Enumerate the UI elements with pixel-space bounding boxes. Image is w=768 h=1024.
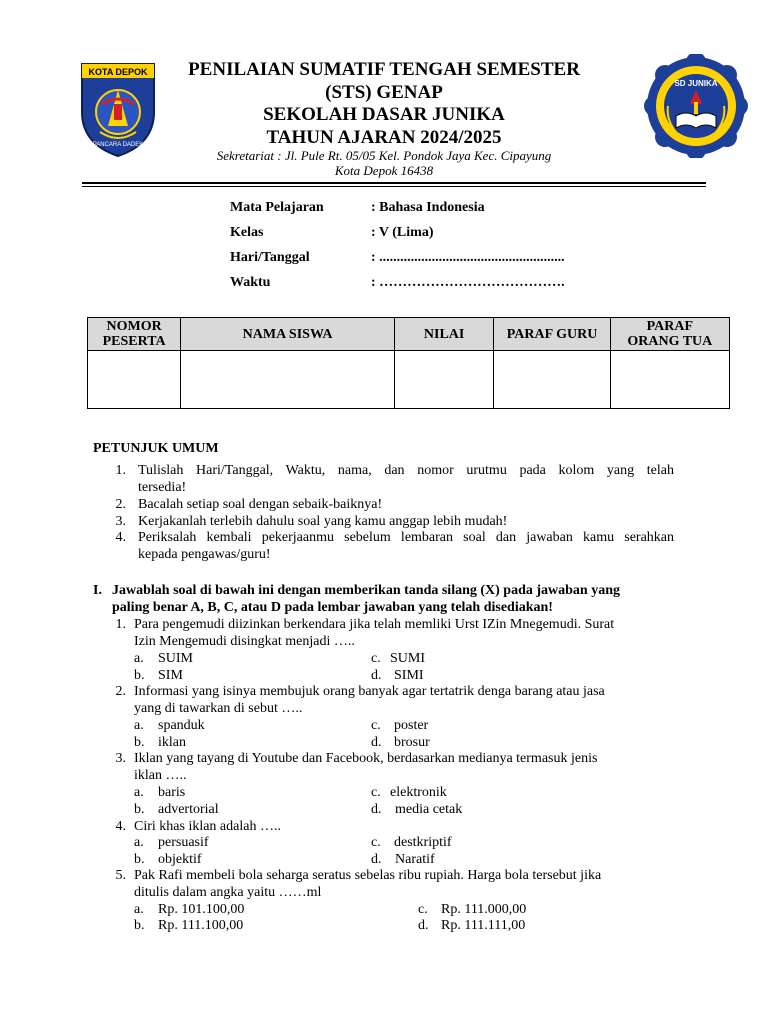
score-table-row bbox=[88, 351, 730, 409]
option-d[interactable] bbox=[418, 917, 526, 934]
instruction-number: 4. bbox=[115, 530, 126, 545]
option-c[interactable] bbox=[371, 717, 429, 734]
section-number: I. bbox=[93, 583, 102, 598]
cell-nomor-peserta[interactable] bbox=[88, 351, 181, 409]
option-c[interactable] bbox=[371, 834, 452, 851]
option-text: poster bbox=[394, 718, 429, 733]
question-text: Iklan yang tayang di Youtube dan Facebook, berdasarkan medianya termasuk jenis bbox=[134, 751, 598, 766]
option-a[interactable] bbox=[134, 784, 186, 801]
option-text: baris bbox=[158, 785, 186, 800]
subject-value: : Bahasa Indonesia bbox=[371, 200, 485, 215]
col-orang-tua-label: ORANG TUA bbox=[627, 334, 713, 349]
section-instruction-cont: paling benar A, B, C, atau D pada lembar jawaban yang telah disediakan! bbox=[112, 600, 553, 615]
question-number: 1. bbox=[115, 617, 126, 632]
instruction-text: Bacalah setiap soal dengan sebaik-baiknya! bbox=[138, 497, 383, 512]
option-text: objektif bbox=[158, 852, 202, 867]
option-letter: b. bbox=[134, 802, 145, 817]
class-value: : V (Lima) bbox=[371, 225, 434, 240]
question-number: 2. bbox=[115, 684, 126, 699]
instruction-item bbox=[110, 462, 674, 496]
option-a[interactable] bbox=[134, 901, 245, 918]
section-instruction: Jawablah soal di bawah ini dengan memberikan tanda silang (X) pada jawaban yang bbox=[112, 583, 621, 598]
col-paraf-label: PARAF bbox=[646, 319, 694, 334]
option-letter: c. bbox=[371, 835, 381, 850]
option-text: persuasif bbox=[158, 835, 209, 850]
option-letter: a. bbox=[134, 785, 144, 800]
option-text: spanduk bbox=[158, 718, 205, 733]
option-letter: c. bbox=[371, 651, 381, 666]
option-c[interactable] bbox=[418, 901, 527, 918]
col-nama-siswa: NAMA SISWA bbox=[181, 318, 395, 351]
col-peserta-label: PESERTA bbox=[102, 334, 166, 349]
option-letter: a. bbox=[134, 651, 144, 666]
question-number: 3. bbox=[115, 751, 126, 766]
student-score-table bbox=[87, 317, 730, 409]
option-text: Rp. 111.100,00 bbox=[158, 918, 244, 933]
option-letter: b. bbox=[134, 735, 145, 750]
option-letter: a. bbox=[134, 718, 144, 733]
instruction-text: Kerjakanlah terlebih dahulu soal yang kamu anggap lebih mudah! bbox=[138, 514, 508, 529]
day-value: : ..................................................... bbox=[371, 250, 565, 265]
col-paraf-orang-tua bbox=[610, 318, 729, 351]
question-text: Para pengemudi diizinkan berkendara jika telah memliki Urst IZin Mnegemudi. Surat bbox=[134, 617, 615, 632]
cell-nilai[interactable] bbox=[394, 351, 494, 409]
option-text: destkriptif bbox=[394, 835, 452, 850]
option-a[interactable] bbox=[134, 717, 205, 734]
score-table-header bbox=[88, 318, 730, 351]
option-letter: b. bbox=[134, 852, 145, 867]
time-label: Waktu bbox=[230, 275, 271, 290]
option-b[interactable] bbox=[134, 801, 219, 818]
question-text: Informasi yang isinya membujuk orang banyak agar tertatrik denga barang atau jasa bbox=[134, 684, 605, 699]
option-letter: b. bbox=[134, 668, 145, 683]
academic-year: TAHUN AJARAN 2024/2025 bbox=[266, 127, 502, 148]
question-text-cont: ditulis dalam angka yaitu ……ml bbox=[134, 885, 322, 900]
option-text: Rp. 101.100,00 bbox=[158, 902, 245, 917]
option-text: SIMI bbox=[394, 668, 424, 683]
cell-nama-siswa[interactable] bbox=[181, 351, 395, 409]
question-number: 4. bbox=[115, 819, 126, 834]
subject-label: Mata Pelajaran bbox=[230, 200, 324, 215]
question-number: 5. bbox=[115, 868, 126, 883]
option-text: Naratif bbox=[395, 852, 435, 867]
option-c[interactable] bbox=[371, 784, 447, 801]
option-text: brosur bbox=[394, 735, 430, 750]
option-d[interactable] bbox=[371, 734, 430, 751]
cell-paraf-guru[interactable] bbox=[494, 351, 610, 409]
option-letter: d. bbox=[371, 802, 382, 817]
svg-text:SD JUNIKA: SD JUNIKA bbox=[674, 79, 718, 88]
cell-paraf-orang-tua[interactable] bbox=[610, 351, 729, 409]
option-c[interactable] bbox=[371, 650, 426, 667]
option-b[interactable] bbox=[134, 667, 183, 684]
option-text: media cetak bbox=[395, 802, 463, 817]
question-text: Ciri khas iklan adalah ….. bbox=[134, 819, 281, 834]
header-divider bbox=[82, 182, 706, 184]
day-label: Hari/Tanggal bbox=[230, 250, 310, 265]
school-name: SEKOLAH DASAR JUNIKA bbox=[263, 104, 505, 125]
col-paraf-guru: PARAF GURU bbox=[494, 318, 610, 351]
option-letter: c. bbox=[371, 718, 381, 733]
option-letter: d. bbox=[371, 735, 382, 750]
option-letter: d. bbox=[371, 668, 382, 683]
option-b[interactable] bbox=[134, 734, 186, 751]
option-text: advertorial bbox=[158, 802, 219, 817]
option-text: SUMI bbox=[390, 651, 426, 666]
option-letter: c. bbox=[371, 785, 381, 800]
option-a[interactable] bbox=[134, 650, 194, 667]
option-letter: a. bbox=[134, 902, 144, 917]
option-text: SIM bbox=[158, 668, 183, 683]
exam-subtitle: (STS) GENAP bbox=[325, 82, 443, 103]
option-d[interactable] bbox=[371, 667, 424, 684]
instruction-number: 3. bbox=[115, 514, 126, 529]
option-letter: a. bbox=[134, 835, 144, 850]
instruction-text: Tulislah Hari/Tanggal, Waktu, nama, dan nomor urutmu pada kolom yang telah bbox=[138, 463, 674, 478]
col-nomor-peserta bbox=[88, 318, 181, 351]
instruction-text: Periksalah kembali pekerjaanmu sebelum lembaran soal dan jawaban kamu serahkan bbox=[138, 530, 674, 545]
instruction-number: 2. bbox=[115, 497, 126, 512]
question-text-cont: iklan ….. bbox=[134, 768, 187, 783]
time-value: : …………………………………. bbox=[371, 275, 565, 290]
question-text-cont: Izin Mengemudi disingkat menjadi ….. bbox=[134, 634, 355, 649]
option-letter: c. bbox=[418, 902, 428, 917]
option-a[interactable] bbox=[134, 834, 209, 851]
option-d[interactable] bbox=[371, 851, 435, 868]
option-text: SUIM bbox=[158, 651, 194, 666]
option-b[interactable] bbox=[134, 917, 244, 934]
svg-text:PANCARA DADEK: PANCARA DADEK bbox=[92, 142, 144, 148]
question-text: Pak Rafi membeli bola seharga seratus sebelas ribu rupiah. Harga bola tersebut jika bbox=[134, 868, 602, 883]
instructions-title: PETUNJUK UMUM bbox=[93, 441, 219, 456]
col-nomor-label: NOMOR bbox=[106, 319, 162, 334]
header-divider-thin bbox=[82, 186, 706, 187]
option-letter: d. bbox=[418, 918, 429, 933]
exam-title: PENILAIAN SUMATIF TENGAH SEMESTER bbox=[188, 59, 580, 80]
option-letter: d. bbox=[371, 852, 382, 867]
option-letter: b. bbox=[134, 918, 145, 933]
instruction-text-cont: kepada pengawas/guru! bbox=[138, 547, 271, 562]
option-text: Rp. 111.111,00 bbox=[441, 918, 526, 933]
question-text-cont: yang di tawarkan di sebut ….. bbox=[134, 701, 303, 716]
instruction-text-cont: tersedia! bbox=[138, 480, 187, 495]
school-city: Kota Depok 16438 bbox=[334, 163, 434, 178]
school-address: Sekretariat : Jl. Pule Rt. 05/05 Kel. Pondok Jaya Kec. Cipayung bbox=[216, 148, 552, 163]
option-text: Rp. 111.000,00 bbox=[441, 902, 527, 917]
option-text: iklan bbox=[158, 735, 186, 750]
instruction-number: 1. bbox=[115, 463, 126, 478]
option-text: elektronik bbox=[390, 785, 447, 800]
svg-text:KOTA DEPOK: KOTA DEPOK bbox=[88, 67, 148, 77]
option-d[interactable] bbox=[371, 801, 463, 818]
col-nilai: NILAI bbox=[394, 318, 494, 351]
class-label: Kelas bbox=[230, 225, 264, 240]
option-b[interactable] bbox=[134, 851, 202, 868]
